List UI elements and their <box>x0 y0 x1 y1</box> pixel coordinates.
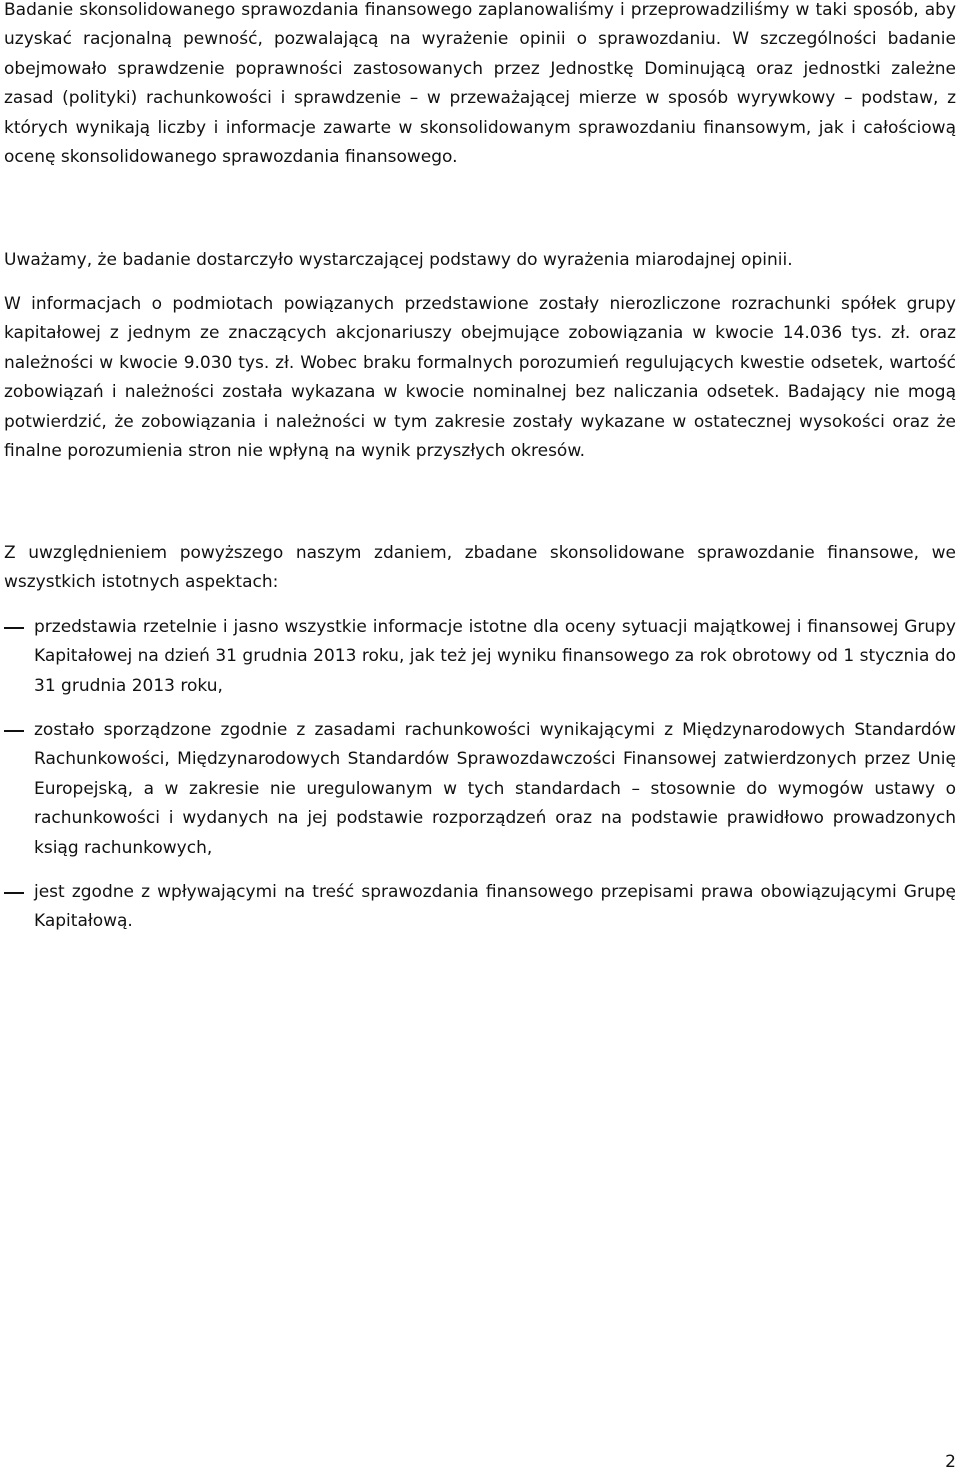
list-item-text: zostało sporządzone zgodnie z zasadami rachunkowości wynikającymi z Międzynarodowych Standardów Rachunkowości, Międzynarodowych Standardów Sprawozdawczości Finansowej zatwierdzonych przez Unię Europejską, a w zakresie nie uregulowanym w tych standardach – stosownie do wymogów ustawy o rachunkowości i wydanych na jej podstawie rozporządzeń oraz na podstawie prawidłowo prowadzonych ksiąg rachunkowych, <box>34 720 956 858</box>
paragraph-related-parties: W informacjach o podmiotach powiązanych przedstawione zostały nierozliczone rozrachunki spółek grupy kapitałowej z jednym ze znaczących akcjonariuszy obejmujące zobowiązania w kwocie 14.036 tys. zł. oraz należności w kwocie 9.030 tys. zł. Wobec braku formalnych porozumień regulujących kwestie odsetek, wartość zobowiązań i należności została wykazana w kwocie nominalnej bez naliczania odsetek. Badający nie mogą potwierdzić, że zobowiązania i należności w tym zakresie zostały wykazane w ostatecznej wysokości oraz że finalne porozumienia stron nie wpłyną na wynik przyszłych okresów. <box>4 294 956 462</box>
list-item-text: przedstawia rzetelnie i jasno wszystkie informacje istotne dla oceny sytuacji majątkowej i finansowej Grupy Kapitałowej na dzień 31 grudnia 2013 roku, jak też jej wyniku finansowego za rok obrotowy od 1 stycznia do 31 grudnia 2013 roku, <box>34 617 956 696</box>
list-item <box>4 878 956 937</box>
list-item <box>4 613 956 701</box>
dash-bullet-icon <box>4 627 24 629</box>
dash-bullet-icon <box>4 892 24 894</box>
paragraph-opinion-intro: Z uwzględnieniem powyższego naszym zdaniem, zbadane skonsolidowane sprawozdanie finansowe, we wszystkich istotnych aspektach: <box>4 543 956 593</box>
dash-bullet-icon <box>4 730 24 732</box>
paragraph-audit-scope: Badanie skonsolidowanego sprawozdania finansowego zaplanowaliśmy i przeprowadziliśmy w taki sposób, aby uzyskać racjonalną pewność, pozwalającą na wyrażenie opinii o sprawozdaniu. W szczególności badanie obejmowało sprawdzenie poprawności zastosowanych przez Jednostkę Dominującą oraz jednostki zależne zasad (polityki) rachunkowości i sprawdzenie – w przeważającej mierze w sposób wyrywkowy – podstaw, z których wynikają liczby i informacje zawarte w skonsolidowanym sprawozdaniu finansowym, jak i całościową ocenę skonsolidowanego sprawozdania finansowego. <box>4 0 956 168</box>
page-number: 2 <box>945 1452 956 1472</box>
list-item <box>4 716 956 863</box>
list-item-text: jest zgodne z wpływającymi na treść sprawozdania finansowego przepisami prawa obowiązującymi Grupę Kapitałową. <box>34 882 956 932</box>
paragraph-sufficient-basis: Uważamy, że badanie dostarczyło wystarczającej podstawy do wyrażenia miarodajnej opinii. <box>4 250 793 270</box>
